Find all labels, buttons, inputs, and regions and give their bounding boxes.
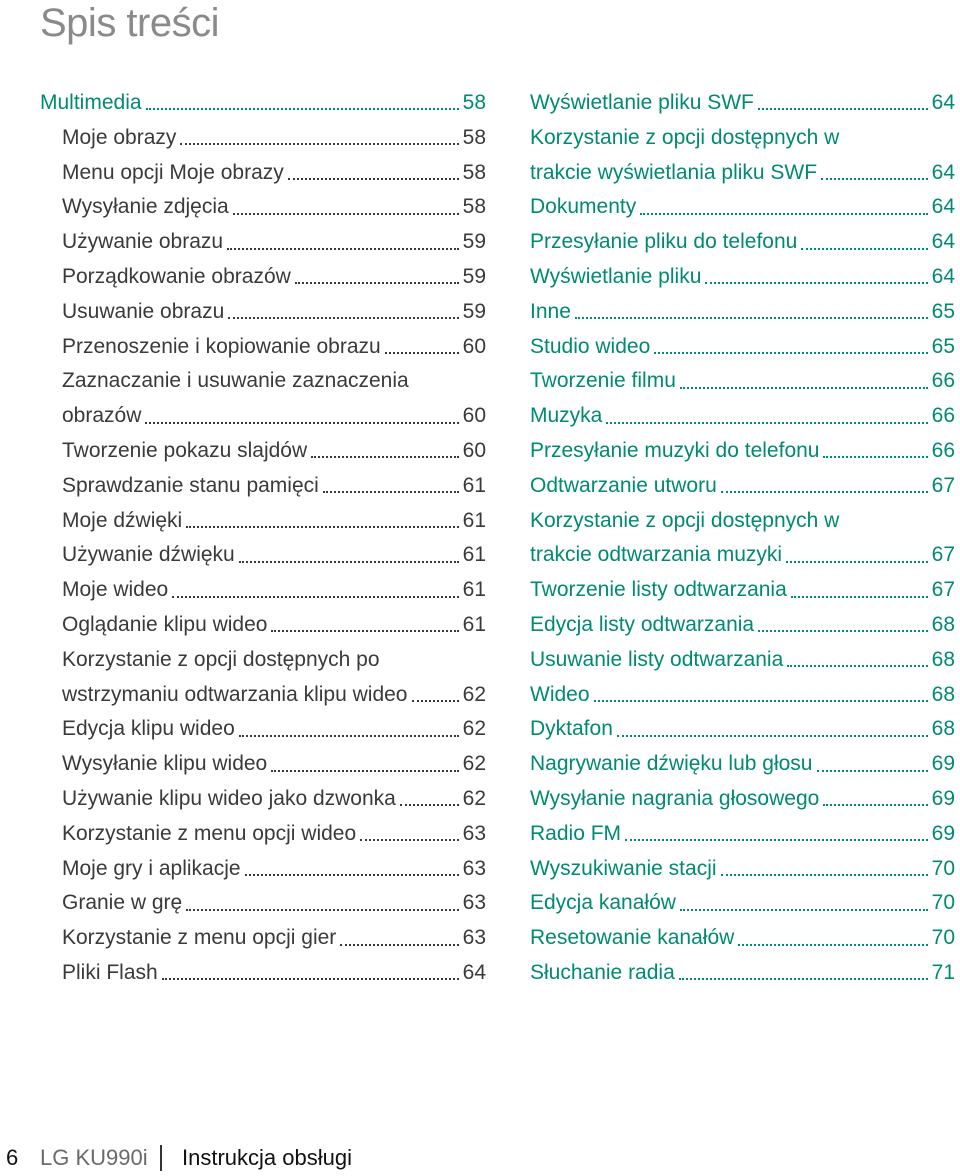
toc-entry-label: Granie w grę (62, 891, 183, 915)
dot-leader (311, 456, 459, 458)
toc-entry-page: 62 (462, 786, 486, 810)
toc-entry-page: 61 (462, 508, 486, 532)
toc-entry[interactable] (530, 852, 955, 887)
toc-entry-page: 63 (462, 856, 486, 880)
toc-entry[interactable] (530, 747, 955, 782)
toc-entry-page: 65 (931, 299, 955, 323)
toc-entry-page: 68 (931, 612, 955, 636)
toc-entry-page: 70 (931, 856, 955, 880)
toc-entry-page: 61 (462, 473, 486, 497)
toc-entry-label: Wysyłanie klipu wideo (62, 752, 268, 776)
dot-leader (186, 526, 458, 528)
toc-entry[interactable] (40, 747, 486, 782)
toc-entry-page: 67 (931, 543, 955, 567)
toc-entry-page: 71 (931, 960, 955, 984)
toc-entry-page: 67 (931, 578, 955, 602)
toc-entry[interactable] (40, 817, 486, 852)
toc-entry[interactable] (40, 852, 486, 887)
toc-entry-label: Moje gry i aplikacje (62, 856, 241, 880)
toc-entry-label: Zaznaczanie i usuwanie zaznaczenia (62, 369, 409, 393)
dot-leader (786, 561, 928, 563)
dot-leader (186, 909, 458, 911)
toc-entry[interactable] (530, 817, 955, 852)
dot-leader (172, 596, 458, 598)
dot-leader (625, 839, 928, 841)
toc-entry-label: Wyświetlanie pliku (530, 264, 702, 288)
toc-entry[interactable] (40, 956, 486, 991)
toc-entry[interactable] (530, 190, 955, 225)
toc-entry-page: 64 (931, 91, 955, 114)
toc-entry[interactable] (530, 121, 955, 156)
toc-entry-label: Używanie obrazu (62, 230, 224, 254)
dot-leader (288, 178, 459, 180)
toc-entry[interactable] (40, 573, 486, 608)
toc-entry[interactable] (40, 295, 486, 330)
toc-entry-page: 64 (931, 195, 955, 219)
dot-leader (680, 909, 928, 911)
toc-entry-label: Wysyłanie nagrania głosowego (530, 786, 820, 810)
toc-entry-label: Korzystanie z menu opcji wideo (62, 821, 357, 845)
toc-entry-page: 62 (462, 752, 486, 776)
toc-entry-page: 62 (462, 682, 486, 706)
dot-leader (385, 352, 459, 354)
toc-entry-page: 68 (931, 717, 955, 741)
toc-entry-page: 63 (462, 926, 486, 950)
toc-entry-label: Sprawdzanie stanu pamięci (62, 473, 319, 497)
toc-entry[interactable] (40, 538, 486, 573)
toc-entry-label: Resetowanie kanałów (530, 926, 735, 950)
toc-entry-label: Dokumenty (530, 195, 637, 219)
toc-entry[interactable] (530, 678, 955, 713)
toc-entry-page: 58 (462, 160, 486, 184)
toc-entry[interactable] (530, 782, 955, 817)
toc-entry-label: Dyktafon (530, 717, 613, 741)
dot-leader (180, 143, 458, 145)
toc-entry[interactable] (530, 86, 955, 121)
dot-leader (721, 491, 928, 493)
toc-entry[interactable] (530, 330, 955, 365)
toc-entry-page: 60 (462, 438, 486, 462)
toc-entry-page: 59 (462, 299, 486, 323)
toc-entry-page: 61 (462, 543, 486, 567)
dot-leader (271, 630, 458, 632)
dot-leader (654, 352, 927, 354)
toc-entry[interactable] (530, 608, 955, 643)
dot-leader (758, 630, 928, 632)
toc-entry-label: Tworzenie listy odtwarzania (530, 578, 787, 602)
toc-entry-label: Używanie dźwięku (62, 543, 235, 567)
toc-entry[interactable] (530, 225, 955, 260)
brand-name: LG KU990i (40, 1145, 148, 1170)
toc-entry-label: wstrzymaniu odtwarzania klipu wideo (62, 682, 408, 706)
dot-leader (271, 770, 458, 772)
toc-entry-page: 59 (462, 264, 486, 288)
toc-entry-label: Przesyłanie pliku do telefonu (530, 230, 798, 254)
toc-entry-page: 65 (931, 334, 955, 358)
dot-leader (640, 213, 927, 215)
toc-entry-page: 68 (931, 647, 955, 671)
toc-entry[interactable] (530, 643, 955, 678)
toc-entry[interactable] (40, 886, 486, 921)
dot-leader (606, 422, 927, 424)
toc-entry-label: Inne (530, 299, 571, 323)
dot-leader (295, 282, 459, 284)
dot-leader (239, 561, 459, 563)
page-title: Spis treści (40, 1, 219, 45)
dot-leader (400, 804, 459, 806)
toc-entry[interactable] (530, 156, 955, 191)
toc-entry-label: Radio FM (530, 821, 622, 845)
dot-leader (323, 491, 459, 493)
toc-entry[interactable] (40, 678, 486, 713)
toc-entry[interactable] (40, 608, 486, 643)
toc-entry[interactable] (530, 295, 955, 330)
toc-entry-page: 64 (462, 960, 486, 984)
toc-entry-page: 64 (931, 160, 955, 184)
dot-leader (360, 839, 458, 841)
toc-entry-page: 63 (462, 891, 486, 915)
toc-entry[interactable] (530, 364, 955, 399)
dot-leader (245, 874, 459, 876)
dot-leader (801, 248, 927, 250)
toc-entry-page: 61 (462, 578, 486, 602)
toc-entry-page: 59 (462, 230, 486, 254)
dot-leader (791, 596, 928, 598)
toc-entry-page: 67 (931, 473, 955, 497)
toc-entry-page: 58 (462, 91, 486, 114)
toc-entry[interactable] (40, 330, 486, 365)
toc-entry-label: Wyszukiwanie stacji (530, 856, 717, 880)
toc-entry-label: Korzystanie z menu opcji gier (62, 926, 337, 950)
dot-leader (412, 700, 459, 702)
toc-entry[interactable] (530, 573, 955, 608)
footer-divider (160, 1145, 162, 1171)
toc-entry[interactable] (530, 260, 955, 295)
dot-leader (233, 213, 459, 215)
toc-entry-label: Korzystanie z opcji dostępnych po (62, 647, 380, 671)
dot-leader (821, 178, 928, 180)
dot-leader (146, 108, 459, 110)
toc-entry-label: Wysyłanie zdjęcia (62, 195, 229, 219)
dot-leader (823, 456, 927, 458)
toc-entry-page: 60 (462, 404, 486, 428)
toc-entry[interactable] (40, 156, 486, 191)
dot-leader (787, 665, 927, 667)
toc-entry-label: Korzystanie z opcji dostępnych w (530, 125, 840, 149)
manual-title: Instrukcja obsługi (182, 1145, 352, 1170)
toc-entry[interactable] (530, 956, 955, 991)
toc-entry-page: 66 (931, 369, 955, 393)
toc-entry-page: 70 (931, 926, 955, 950)
toc-entry[interactable] (530, 399, 955, 434)
toc-entry-page: 70 (931, 891, 955, 915)
dot-leader (705, 282, 927, 284)
toc-entry[interactable] (40, 225, 486, 260)
toc-entry-label: Przenoszenie i kopiowanie obrazu (62, 334, 381, 358)
toc-entry-label: Edycja klipu wideo (62, 717, 235, 741)
toc-entry-page: 62 (462, 717, 486, 741)
toc-entry-label: Menu opcji Moje obrazy (62, 160, 284, 184)
toc-entry[interactable] (530, 538, 955, 573)
toc-entry[interactable] (530, 469, 955, 504)
dot-leader (162, 978, 459, 980)
toc-entry-label: Moje dźwięki (62, 508, 183, 532)
dot-leader (680, 387, 928, 389)
toc-entry[interactable] (40, 643, 486, 678)
page-number: 6 (6, 1145, 19, 1170)
toc-entry[interactable] (40, 504, 486, 539)
toc-entry-label: Wideo (530, 682, 590, 706)
dot-leader (758, 108, 928, 110)
toc-entry-page: 69 (931, 821, 955, 845)
dot-leader (239, 735, 459, 737)
dot-leader (594, 700, 928, 702)
toc-entry-label: Edycja kanałów (530, 891, 676, 915)
toc-entry-label: Moje obrazy (62, 125, 177, 149)
toc-entry-label: obrazów (62, 404, 142, 428)
dot-leader (721, 874, 928, 876)
toc-entry[interactable] (40, 364, 486, 399)
toc-entry-label: Przesyłanie muzyki do telefonu (530, 438, 820, 462)
toc-entry[interactable] (40, 434, 486, 469)
toc-entry-page: 64 (931, 264, 955, 288)
toc-entry-label: Edycja listy odtwarzania (530, 612, 755, 636)
toc-entry-label: Oglądanie klipu wideo (62, 612, 268, 636)
toc-entry[interactable] (40, 712, 486, 747)
dot-leader (145, 422, 458, 424)
dot-leader (738, 944, 927, 946)
toc-entry-label: Muzyka (530, 404, 603, 428)
dot-leader (340, 944, 458, 946)
toc-entry-label: Wyświetlanie pliku SWF (530, 91, 754, 114)
toc-entry[interactable] (40, 190, 486, 225)
toc-entry-label: Nagrywanie dźwięku lub głosu (530, 752, 813, 776)
toc-entry[interactable] (530, 712, 955, 747)
toc-entry-label: trakcie wyświetlania pliku SWF (530, 160, 818, 184)
toc-column-left (40, 86, 486, 991)
toc-entry[interactable] (40, 86, 486, 121)
toc-entry-label: Tworzenie pokazu slajdów (62, 438, 308, 462)
toc-entry-label: Odtwarzanie utworu (530, 473, 717, 497)
toc-entry-page: 58 (462, 195, 486, 219)
toc-entry-label: Usuwanie listy odtwarzania (530, 647, 784, 671)
toc-entry-page: 66 (931, 438, 955, 462)
toc-entry-page: 61 (462, 612, 486, 636)
dot-leader (679, 978, 928, 980)
toc-column-right (530, 86, 955, 991)
toc-entry-page: 69 (931, 786, 955, 810)
toc-entry-page: 60 (462, 334, 486, 358)
dot-leader (823, 804, 927, 806)
toc-entry[interactable] (530, 504, 955, 539)
toc-entry[interactable] (530, 886, 955, 921)
toc-entry-label: Pliki Flash (62, 960, 158, 984)
toc-entry-page: 64 (931, 230, 955, 254)
dot-leader (228, 317, 458, 319)
toc-entry-label: Porządkowanie obrazów (62, 264, 291, 288)
dot-leader (817, 770, 928, 772)
dot-leader (575, 317, 928, 319)
toc-entry-label: Multimedia (40, 91, 142, 114)
toc-entry-label: Używanie klipu wideo jako dzwonka (62, 786, 396, 810)
toc-entry[interactable] (40, 121, 486, 156)
toc-entry[interactable] (40, 260, 486, 295)
toc-entry[interactable] (40, 782, 486, 817)
toc-entry-label: Tworzenie filmu (530, 369, 676, 393)
toc-entry-page: 63 (462, 821, 486, 845)
toc-entry-label: Moje wideo (62, 578, 169, 602)
toc-entry[interactable] (40, 469, 486, 504)
toc-entry-page: 69 (931, 752, 955, 776)
toc-entry-label: Studio wideo (530, 334, 651, 358)
toc-entry[interactable] (530, 434, 955, 469)
toc-entry[interactable] (40, 399, 486, 434)
dot-leader (227, 248, 459, 250)
toc-entry[interactable] (40, 921, 486, 956)
toc-entry-label: Korzystanie z opcji dostępnych w (530, 508, 840, 532)
dot-leader (617, 735, 928, 737)
toc-entry[interactable] (530, 921, 955, 956)
toc-entry-page: 58 (462, 125, 486, 149)
toc-entry-label: trakcie odtwarzania muzyki (530, 543, 783, 567)
toc-entry-label: Słuchanie radia (530, 960, 675, 984)
toc-entry-label: Usuwanie obrazu (62, 299, 225, 323)
toc-entry-page: 68 (931, 682, 955, 706)
toc-entry-page: 66 (931, 404, 955, 428)
